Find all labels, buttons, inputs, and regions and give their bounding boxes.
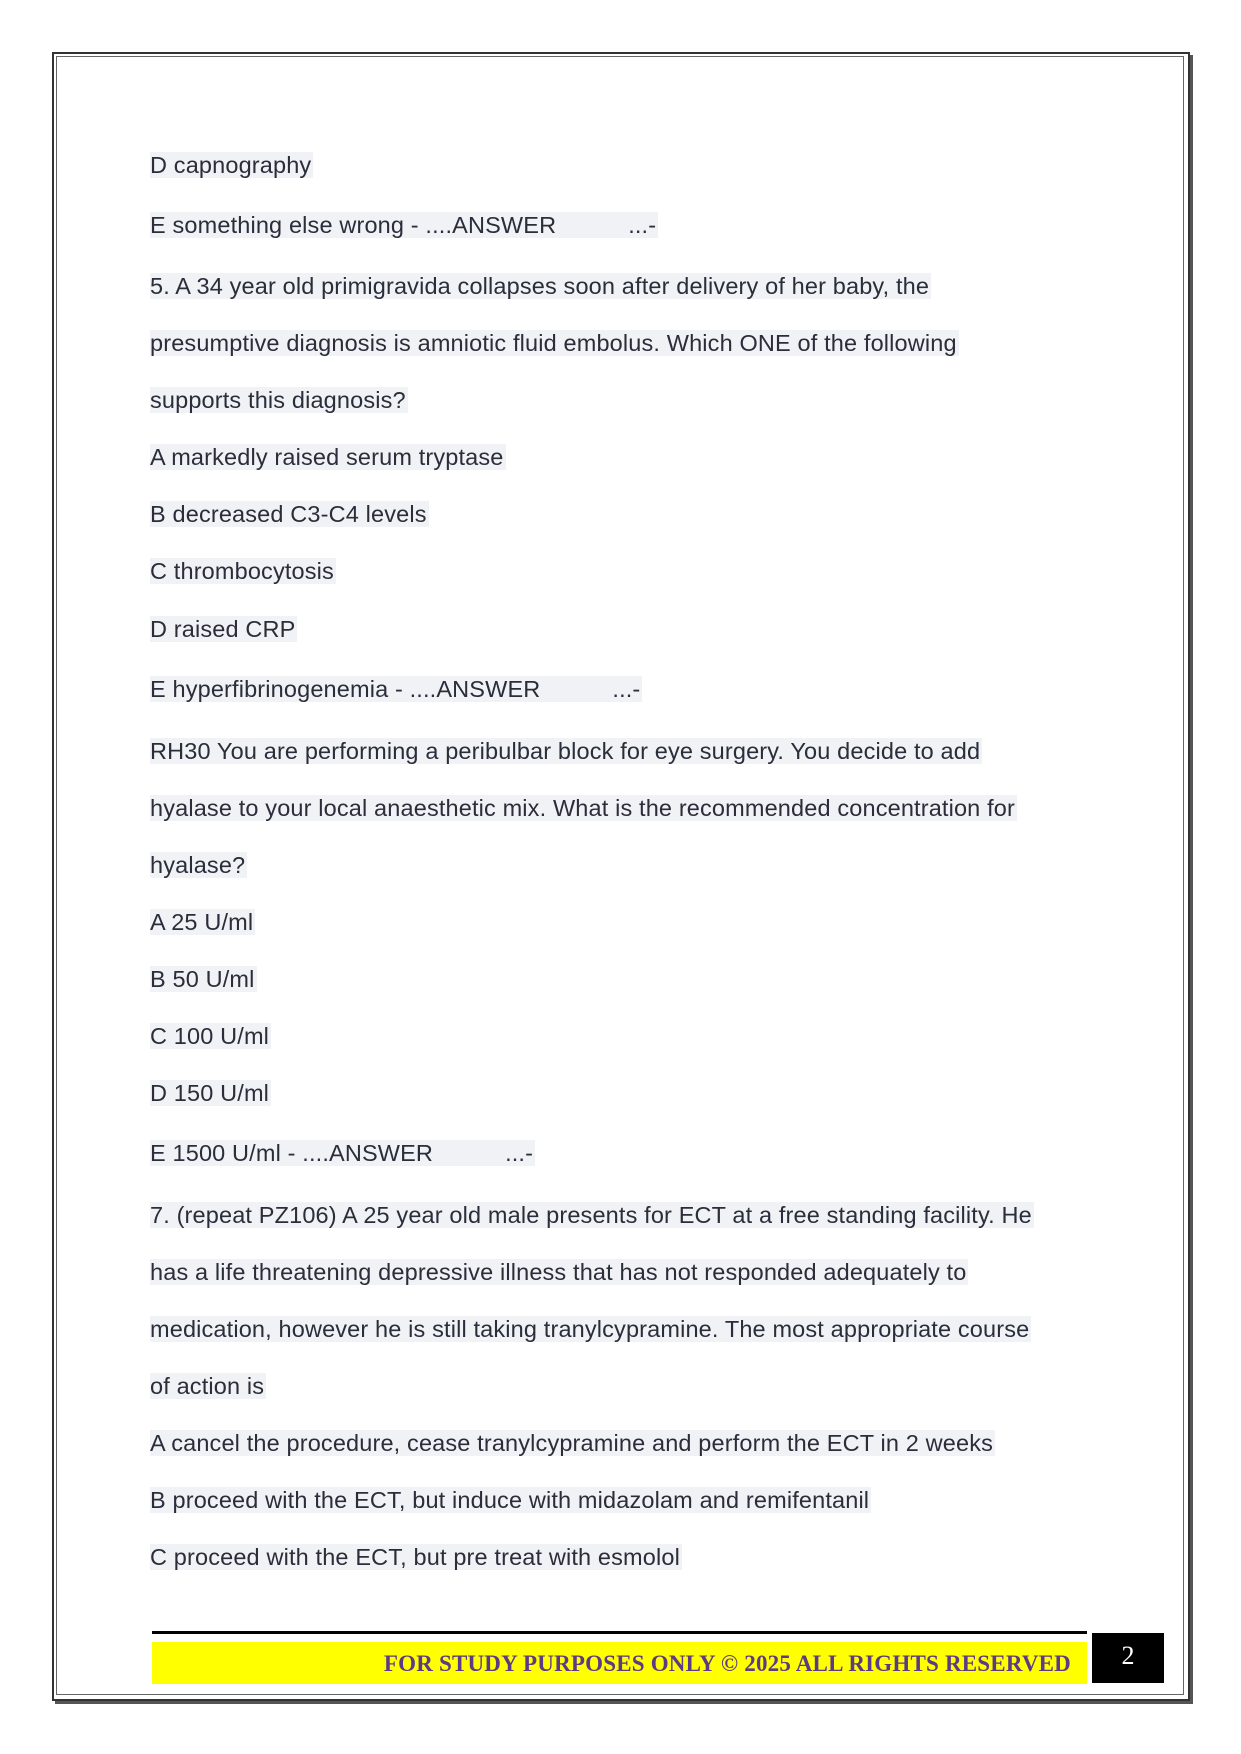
question-text: has a life threatening depressive illness that has not responded adequately to [150, 1259, 967, 1285]
option-b: B 50 U/ml [150, 966, 255, 992]
text-line: D capnography [150, 152, 312, 178]
answer-line: E hyperfibrinogenemia - ....ANSWER ...- [150, 676, 641, 702]
option-c: C proceed with the ECT, but pre treat with esmolol [150, 1544, 680, 1570]
question-text: hyalase to your local anaesthetic mix. What is the recommended concentration for [150, 795, 1015, 821]
question-text: medication, however he is still taking tranylcypramine. The most appropriate course [150, 1316, 1030, 1342]
option-a: A 25 U/ml [150, 909, 254, 935]
option-a: A cancel the procedure, cease tranylcypramine and perform the ECT in 2 weeks [150, 1430, 994, 1456]
option-b: B decreased C3-C4 levels [150, 501, 427, 527]
option-d: D raised CRP [150, 616, 296, 642]
answer-line: E something else wrong - ....ANSWER ...- [150, 212, 657, 238]
question-text: 7. (repeat PZ106) A 25 year old male presents for ECT at a free standing facility. He [150, 1202, 1032, 1228]
option-a: A markedly raised serum tryptase [150, 444, 504, 470]
question-text: RH30 You are performing a peribulbar block for eye surgery. You decide to add [150, 738, 981, 764]
question-text: 5. A 34 year old primigravida collapses soon after delivery of her baby, the [150, 273, 930, 299]
footer-banner [152, 1642, 1087, 1684]
answer-line: E 1500 U/ml - ....ANSWER ...- [150, 1140, 534, 1166]
question-text: supports this diagnosis? [150, 387, 406, 413]
footer-copyright: FOR STUDY PURPOSES ONLY © 2025 ALL RIGHTS RESERVED [383, 1651, 1071, 1676]
page-number: 2 [1092, 1633, 1164, 1683]
option-b: B proceed with the ECT, but induce with midazolam and remifentanil [150, 1487, 870, 1513]
question-text: presumptive diagnosis is amniotic fluid embolus. Which ONE of the following [150, 330, 957, 356]
option-d: D 150 U/ml [150, 1080, 270, 1106]
question-text: of action is [150, 1373, 265, 1399]
option-c: C 100 U/ml [150, 1023, 270, 1049]
footer-divider [152, 1631, 1087, 1634]
option-c: C thrombocytosis [150, 558, 334, 584]
question-text: hyalase? [150, 852, 246, 878]
